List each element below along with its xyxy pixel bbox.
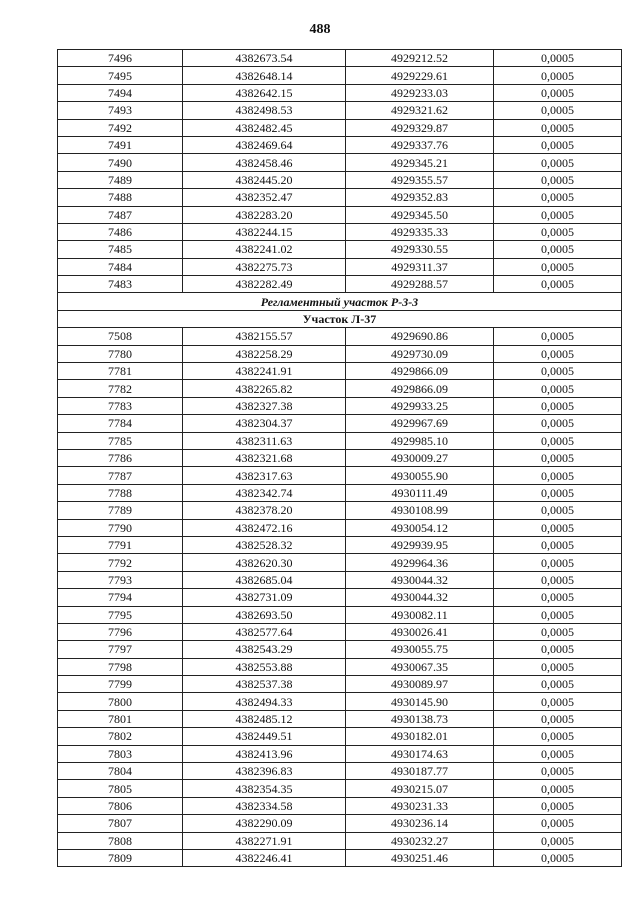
accuracy-cell: 0,0005 bbox=[494, 363, 622, 380]
table-row bbox=[58, 623, 622, 640]
table-row bbox=[58, 397, 622, 414]
x-coordinate-cell: 4382352.47 bbox=[183, 189, 346, 206]
point-number-cell: 7803 bbox=[58, 745, 183, 762]
table-row bbox=[58, 241, 622, 258]
table-row bbox=[58, 589, 622, 606]
point-number-cell: 7807 bbox=[58, 815, 183, 832]
y-coordinate-cell: 4929329.87 bbox=[346, 119, 494, 136]
point-number-cell: 7786 bbox=[58, 449, 183, 466]
y-coordinate-cell: 4929345.21 bbox=[346, 154, 494, 171]
x-coordinate-cell: 4382577.64 bbox=[183, 623, 346, 640]
table-row bbox=[58, 502, 622, 519]
y-coordinate-cell: 4930232.27 bbox=[346, 832, 494, 849]
table-row bbox=[58, 67, 622, 84]
accuracy-cell: 0,0005 bbox=[494, 693, 622, 710]
y-coordinate-cell: 4930009.27 bbox=[346, 449, 494, 466]
y-coordinate-cell: 4929311.37 bbox=[346, 258, 494, 275]
x-coordinate-cell: 4382620.30 bbox=[183, 554, 346, 571]
table-row bbox=[58, 815, 622, 832]
table-row bbox=[58, 276, 622, 293]
table-row bbox=[58, 780, 622, 797]
y-coordinate-cell: 4930215.07 bbox=[346, 780, 494, 797]
accuracy-cell: 0,0005 bbox=[494, 467, 622, 484]
point-number-cell: 7799 bbox=[58, 676, 183, 693]
table-row bbox=[58, 658, 622, 675]
x-coordinate-cell: 4382283.20 bbox=[183, 206, 346, 223]
table-row bbox=[58, 380, 622, 397]
accuracy-cell: 0,0005 bbox=[494, 710, 622, 727]
table-row bbox=[58, 571, 622, 588]
point-number-cell: 7802 bbox=[58, 728, 183, 745]
table-row bbox=[58, 102, 622, 119]
accuracy-cell: 0,0005 bbox=[494, 780, 622, 797]
table-row bbox=[58, 606, 622, 623]
x-coordinate-cell: 4382155.57 bbox=[183, 328, 346, 345]
y-coordinate-cell: 4929233.03 bbox=[346, 84, 494, 101]
point-number-cell: 7488 bbox=[58, 189, 183, 206]
table-row bbox=[58, 136, 622, 153]
point-number-cell: 7785 bbox=[58, 432, 183, 449]
point-number-cell: 7491 bbox=[58, 136, 183, 153]
y-coordinate-cell: 4929229.61 bbox=[346, 67, 494, 84]
x-coordinate-cell: 4382354.35 bbox=[183, 780, 346, 797]
table-row bbox=[58, 536, 622, 553]
x-coordinate-cell: 4382485.12 bbox=[183, 710, 346, 727]
accuracy-cell: 0,0005 bbox=[494, 589, 622, 606]
x-coordinate-cell: 4382244.15 bbox=[183, 223, 346, 240]
x-coordinate-cell: 4382693.50 bbox=[183, 606, 346, 623]
accuracy-cell: 0,0005 bbox=[494, 380, 622, 397]
y-coordinate-cell: 4930055.90 bbox=[346, 467, 494, 484]
x-coordinate-cell: 4382275.73 bbox=[183, 258, 346, 275]
x-coordinate-cell: 4382396.83 bbox=[183, 763, 346, 780]
accuracy-cell: 0,0005 bbox=[494, 623, 622, 640]
point-number-cell: 7492 bbox=[58, 119, 183, 136]
subsection-title: Участок Л-37 bbox=[58, 310, 622, 327]
table-row bbox=[58, 519, 622, 536]
point-number-cell: 7796 bbox=[58, 623, 183, 640]
y-coordinate-cell: 4930108.99 bbox=[346, 502, 494, 519]
y-coordinate-cell: 4930044.32 bbox=[346, 589, 494, 606]
y-coordinate-cell: 4930231.33 bbox=[346, 797, 494, 814]
accuracy-cell: 0,0005 bbox=[494, 519, 622, 536]
point-number-cell: 7782 bbox=[58, 380, 183, 397]
accuracy-cell: 0,0005 bbox=[494, 397, 622, 414]
accuracy-cell: 0,0005 bbox=[494, 606, 622, 623]
y-coordinate-cell: 4930044.32 bbox=[346, 571, 494, 588]
table-row bbox=[58, 693, 622, 710]
accuracy-cell: 0,0005 bbox=[494, 484, 622, 501]
table-row bbox=[58, 832, 622, 849]
y-coordinate-cell: 4929939.95 bbox=[346, 536, 494, 553]
accuracy-cell: 0,0005 bbox=[494, 536, 622, 553]
x-coordinate-cell: 4382241.02 bbox=[183, 241, 346, 258]
table-row bbox=[58, 119, 622, 136]
accuracy-cell: 0,0005 bbox=[494, 223, 622, 240]
x-coordinate-cell: 4382685.04 bbox=[183, 571, 346, 588]
x-coordinate-cell: 4382543.29 bbox=[183, 641, 346, 658]
y-coordinate-cell: 4930174.63 bbox=[346, 745, 494, 762]
point-number-cell: 7484 bbox=[58, 258, 183, 275]
table-row bbox=[58, 449, 622, 466]
x-coordinate-cell: 4382311.63 bbox=[183, 432, 346, 449]
table-row bbox=[58, 84, 622, 101]
x-coordinate-cell: 4382304.37 bbox=[183, 415, 346, 432]
table-row bbox=[58, 432, 622, 449]
accuracy-cell: 0,0005 bbox=[494, 849, 622, 866]
accuracy-cell: 0,0005 bbox=[494, 797, 622, 814]
y-coordinate-cell: 4930089.97 bbox=[346, 676, 494, 693]
table-row bbox=[58, 797, 622, 814]
y-coordinate-cell: 4929933.25 bbox=[346, 397, 494, 414]
table-row bbox=[58, 171, 622, 188]
page-number: 488 bbox=[309, 22, 331, 37]
accuracy-cell: 0,0005 bbox=[494, 241, 622, 258]
coordinates-table bbox=[57, 49, 622, 867]
table-row bbox=[58, 258, 622, 275]
x-coordinate-cell: 4382342.74 bbox=[183, 484, 346, 501]
point-number-cell: 7790 bbox=[58, 519, 183, 536]
x-coordinate-cell: 4382449.51 bbox=[183, 728, 346, 745]
accuracy-cell: 0,0005 bbox=[494, 206, 622, 223]
accuracy-cell: 0,0005 bbox=[494, 276, 622, 293]
y-coordinate-cell: 4929330.55 bbox=[346, 241, 494, 258]
x-coordinate-cell: 4382498.53 bbox=[183, 102, 346, 119]
accuracy-cell: 0,0005 bbox=[494, 832, 622, 849]
table-row bbox=[58, 189, 622, 206]
x-coordinate-cell: 4382445.20 bbox=[183, 171, 346, 188]
section-title: Регламентный участок Р-3-3 bbox=[58, 293, 622, 310]
accuracy-cell: 0,0005 bbox=[494, 554, 622, 571]
point-number-cell: 7787 bbox=[58, 467, 183, 484]
point-number-cell: 7805 bbox=[58, 780, 183, 797]
accuracy-cell: 0,0005 bbox=[494, 432, 622, 449]
table-row bbox=[58, 710, 622, 727]
point-number-cell: 7798 bbox=[58, 658, 183, 675]
accuracy-cell: 0,0005 bbox=[494, 763, 622, 780]
point-number-cell: 7486 bbox=[58, 223, 183, 240]
table-row bbox=[58, 328, 622, 345]
x-coordinate-cell: 4382458.46 bbox=[183, 154, 346, 171]
x-coordinate-cell: 4382334.58 bbox=[183, 797, 346, 814]
table-row bbox=[58, 849, 622, 866]
y-coordinate-cell: 4929964.36 bbox=[346, 554, 494, 571]
point-number-cell: 7508 bbox=[58, 328, 183, 345]
coordinates-table-body bbox=[58, 50, 622, 867]
point-number-cell: 7797 bbox=[58, 641, 183, 658]
y-coordinate-cell: 4930251.46 bbox=[346, 849, 494, 866]
x-coordinate-cell: 4382321.68 bbox=[183, 449, 346, 466]
y-coordinate-cell: 4929690.86 bbox=[346, 328, 494, 345]
table-row bbox=[58, 345, 622, 362]
y-coordinate-cell: 4930236.14 bbox=[346, 815, 494, 832]
point-number-cell: 7801 bbox=[58, 710, 183, 727]
x-coordinate-cell: 4382648.14 bbox=[183, 67, 346, 84]
point-number-cell: 7804 bbox=[58, 763, 183, 780]
point-number-cell: 7783 bbox=[58, 397, 183, 414]
point-number-cell: 7788 bbox=[58, 484, 183, 501]
y-coordinate-cell: 4929866.09 bbox=[346, 363, 494, 380]
y-coordinate-cell: 4929967.69 bbox=[346, 415, 494, 432]
accuracy-cell: 0,0005 bbox=[494, 676, 622, 693]
y-coordinate-cell: 4930067.35 bbox=[346, 658, 494, 675]
point-number-cell: 7487 bbox=[58, 206, 183, 223]
point-number-cell: 7496 bbox=[58, 50, 183, 67]
accuracy-cell: 0,0005 bbox=[494, 50, 622, 67]
y-coordinate-cell: 4929866.09 bbox=[346, 380, 494, 397]
y-coordinate-cell: 4929335.33 bbox=[346, 223, 494, 240]
point-number-cell: 7781 bbox=[58, 363, 183, 380]
point-number-cell: 7485 bbox=[58, 241, 183, 258]
x-coordinate-cell: 4382482.45 bbox=[183, 119, 346, 136]
y-coordinate-cell: 4929212.52 bbox=[346, 50, 494, 67]
x-coordinate-cell: 4382494.33 bbox=[183, 693, 346, 710]
accuracy-cell: 0,0005 bbox=[494, 189, 622, 206]
accuracy-cell: 0,0005 bbox=[494, 449, 622, 466]
x-coordinate-cell: 4382469.64 bbox=[183, 136, 346, 153]
point-number-cell: 7495 bbox=[58, 67, 183, 84]
accuracy-cell: 0,0005 bbox=[494, 415, 622, 432]
y-coordinate-cell: 4929288.57 bbox=[346, 276, 494, 293]
table-row bbox=[58, 363, 622, 380]
y-coordinate-cell: 4930055.75 bbox=[346, 641, 494, 658]
accuracy-cell: 0,0005 bbox=[494, 571, 622, 588]
x-coordinate-cell: 4382642.15 bbox=[183, 84, 346, 101]
accuracy-cell: 0,0005 bbox=[494, 502, 622, 519]
point-number-cell: 7490 bbox=[58, 154, 183, 171]
point-number-cell: 7792 bbox=[58, 554, 183, 571]
y-coordinate-cell: 4930082.11 bbox=[346, 606, 494, 623]
x-coordinate-cell: 4382537.38 bbox=[183, 676, 346, 693]
point-number-cell: 7494 bbox=[58, 84, 183, 101]
point-number-cell: 7795 bbox=[58, 606, 183, 623]
x-coordinate-cell: 4382265.82 bbox=[183, 380, 346, 397]
x-coordinate-cell: 4382731.09 bbox=[183, 589, 346, 606]
table-row bbox=[58, 676, 622, 693]
point-number-cell: 7794 bbox=[58, 589, 183, 606]
point-number-cell: 7809 bbox=[58, 849, 183, 866]
point-number-cell: 7808 bbox=[58, 832, 183, 849]
y-coordinate-cell: 4930026.41 bbox=[346, 623, 494, 640]
table-row bbox=[58, 50, 622, 67]
accuracy-cell: 0,0005 bbox=[494, 102, 622, 119]
y-coordinate-cell: 4930145.90 bbox=[346, 693, 494, 710]
table-row bbox=[58, 554, 622, 571]
table-row bbox=[58, 484, 622, 501]
accuracy-cell: 0,0005 bbox=[494, 658, 622, 675]
y-coordinate-cell: 4929337.76 bbox=[346, 136, 494, 153]
accuracy-cell: 0,0005 bbox=[494, 171, 622, 188]
y-coordinate-cell: 4929730.09 bbox=[346, 345, 494, 362]
x-coordinate-cell: 4382327.38 bbox=[183, 397, 346, 414]
x-coordinate-cell: 4382258.29 bbox=[183, 345, 346, 362]
point-number-cell: 7489 bbox=[58, 171, 183, 188]
table-row bbox=[58, 415, 622, 432]
x-coordinate-cell: 4382317.63 bbox=[183, 467, 346, 484]
accuracy-cell: 0,0005 bbox=[494, 345, 622, 362]
accuracy-cell: 0,0005 bbox=[494, 328, 622, 345]
accuracy-cell: 0,0005 bbox=[494, 745, 622, 762]
accuracy-cell: 0,0005 bbox=[494, 641, 622, 658]
x-coordinate-cell: 4382378.20 bbox=[183, 502, 346, 519]
table-row bbox=[58, 763, 622, 780]
point-number-cell: 7784 bbox=[58, 415, 183, 432]
point-number-cell: 7793 bbox=[58, 571, 183, 588]
x-coordinate-cell: 4382290.09 bbox=[183, 815, 346, 832]
x-coordinate-cell: 4382282.49 bbox=[183, 276, 346, 293]
y-coordinate-cell: 4930111.49 bbox=[346, 484, 494, 501]
accuracy-cell: 0,0005 bbox=[494, 154, 622, 171]
y-coordinate-cell: 4929355.57 bbox=[346, 171, 494, 188]
table-row bbox=[58, 641, 622, 658]
point-number-cell: 7789 bbox=[58, 502, 183, 519]
point-number-cell: 7791 bbox=[58, 536, 183, 553]
x-coordinate-cell: 4382413.96 bbox=[183, 745, 346, 762]
accuracy-cell: 0,0005 bbox=[494, 728, 622, 745]
accuracy-cell: 0,0005 bbox=[494, 84, 622, 101]
y-coordinate-cell: 4930182.01 bbox=[346, 728, 494, 745]
x-coordinate-cell: 4382241.91 bbox=[183, 363, 346, 380]
accuracy-cell: 0,0005 bbox=[494, 136, 622, 153]
table-row bbox=[58, 728, 622, 745]
y-coordinate-cell: 4929321.62 bbox=[346, 102, 494, 119]
table-row bbox=[58, 223, 622, 240]
x-coordinate-cell: 4382673.54 bbox=[183, 50, 346, 67]
point-number-cell: 7806 bbox=[58, 797, 183, 814]
point-number-cell: 7780 bbox=[58, 345, 183, 362]
accuracy-cell: 0,0005 bbox=[494, 258, 622, 275]
point-number-cell: 7800 bbox=[58, 693, 183, 710]
y-coordinate-cell: 4930187.77 bbox=[346, 763, 494, 780]
subsection-header-row bbox=[58, 310, 622, 327]
x-coordinate-cell: 4382271.91 bbox=[183, 832, 346, 849]
y-coordinate-cell: 4929985.10 bbox=[346, 432, 494, 449]
x-coordinate-cell: 4382528.32 bbox=[183, 536, 346, 553]
y-coordinate-cell: 4929352.83 bbox=[346, 189, 494, 206]
section-header-row bbox=[58, 293, 622, 310]
table-row bbox=[58, 745, 622, 762]
accuracy-cell: 0,0005 bbox=[494, 119, 622, 136]
accuracy-cell: 0,0005 bbox=[494, 815, 622, 832]
point-number-cell: 7493 bbox=[58, 102, 183, 119]
x-coordinate-cell: 4382472.16 bbox=[183, 519, 346, 536]
table-row bbox=[58, 154, 622, 171]
x-coordinate-cell: 4382246.41 bbox=[183, 849, 346, 866]
point-number-cell: 7483 bbox=[58, 276, 183, 293]
y-coordinate-cell: 4930054.12 bbox=[346, 519, 494, 536]
x-coordinate-cell: 4382553.88 bbox=[183, 658, 346, 675]
y-coordinate-cell: 4929345.50 bbox=[346, 206, 494, 223]
accuracy-cell: 0,0005 bbox=[494, 67, 622, 84]
y-coordinate-cell: 4930138.73 bbox=[346, 710, 494, 727]
table-row bbox=[58, 467, 622, 484]
table-row bbox=[58, 206, 622, 223]
